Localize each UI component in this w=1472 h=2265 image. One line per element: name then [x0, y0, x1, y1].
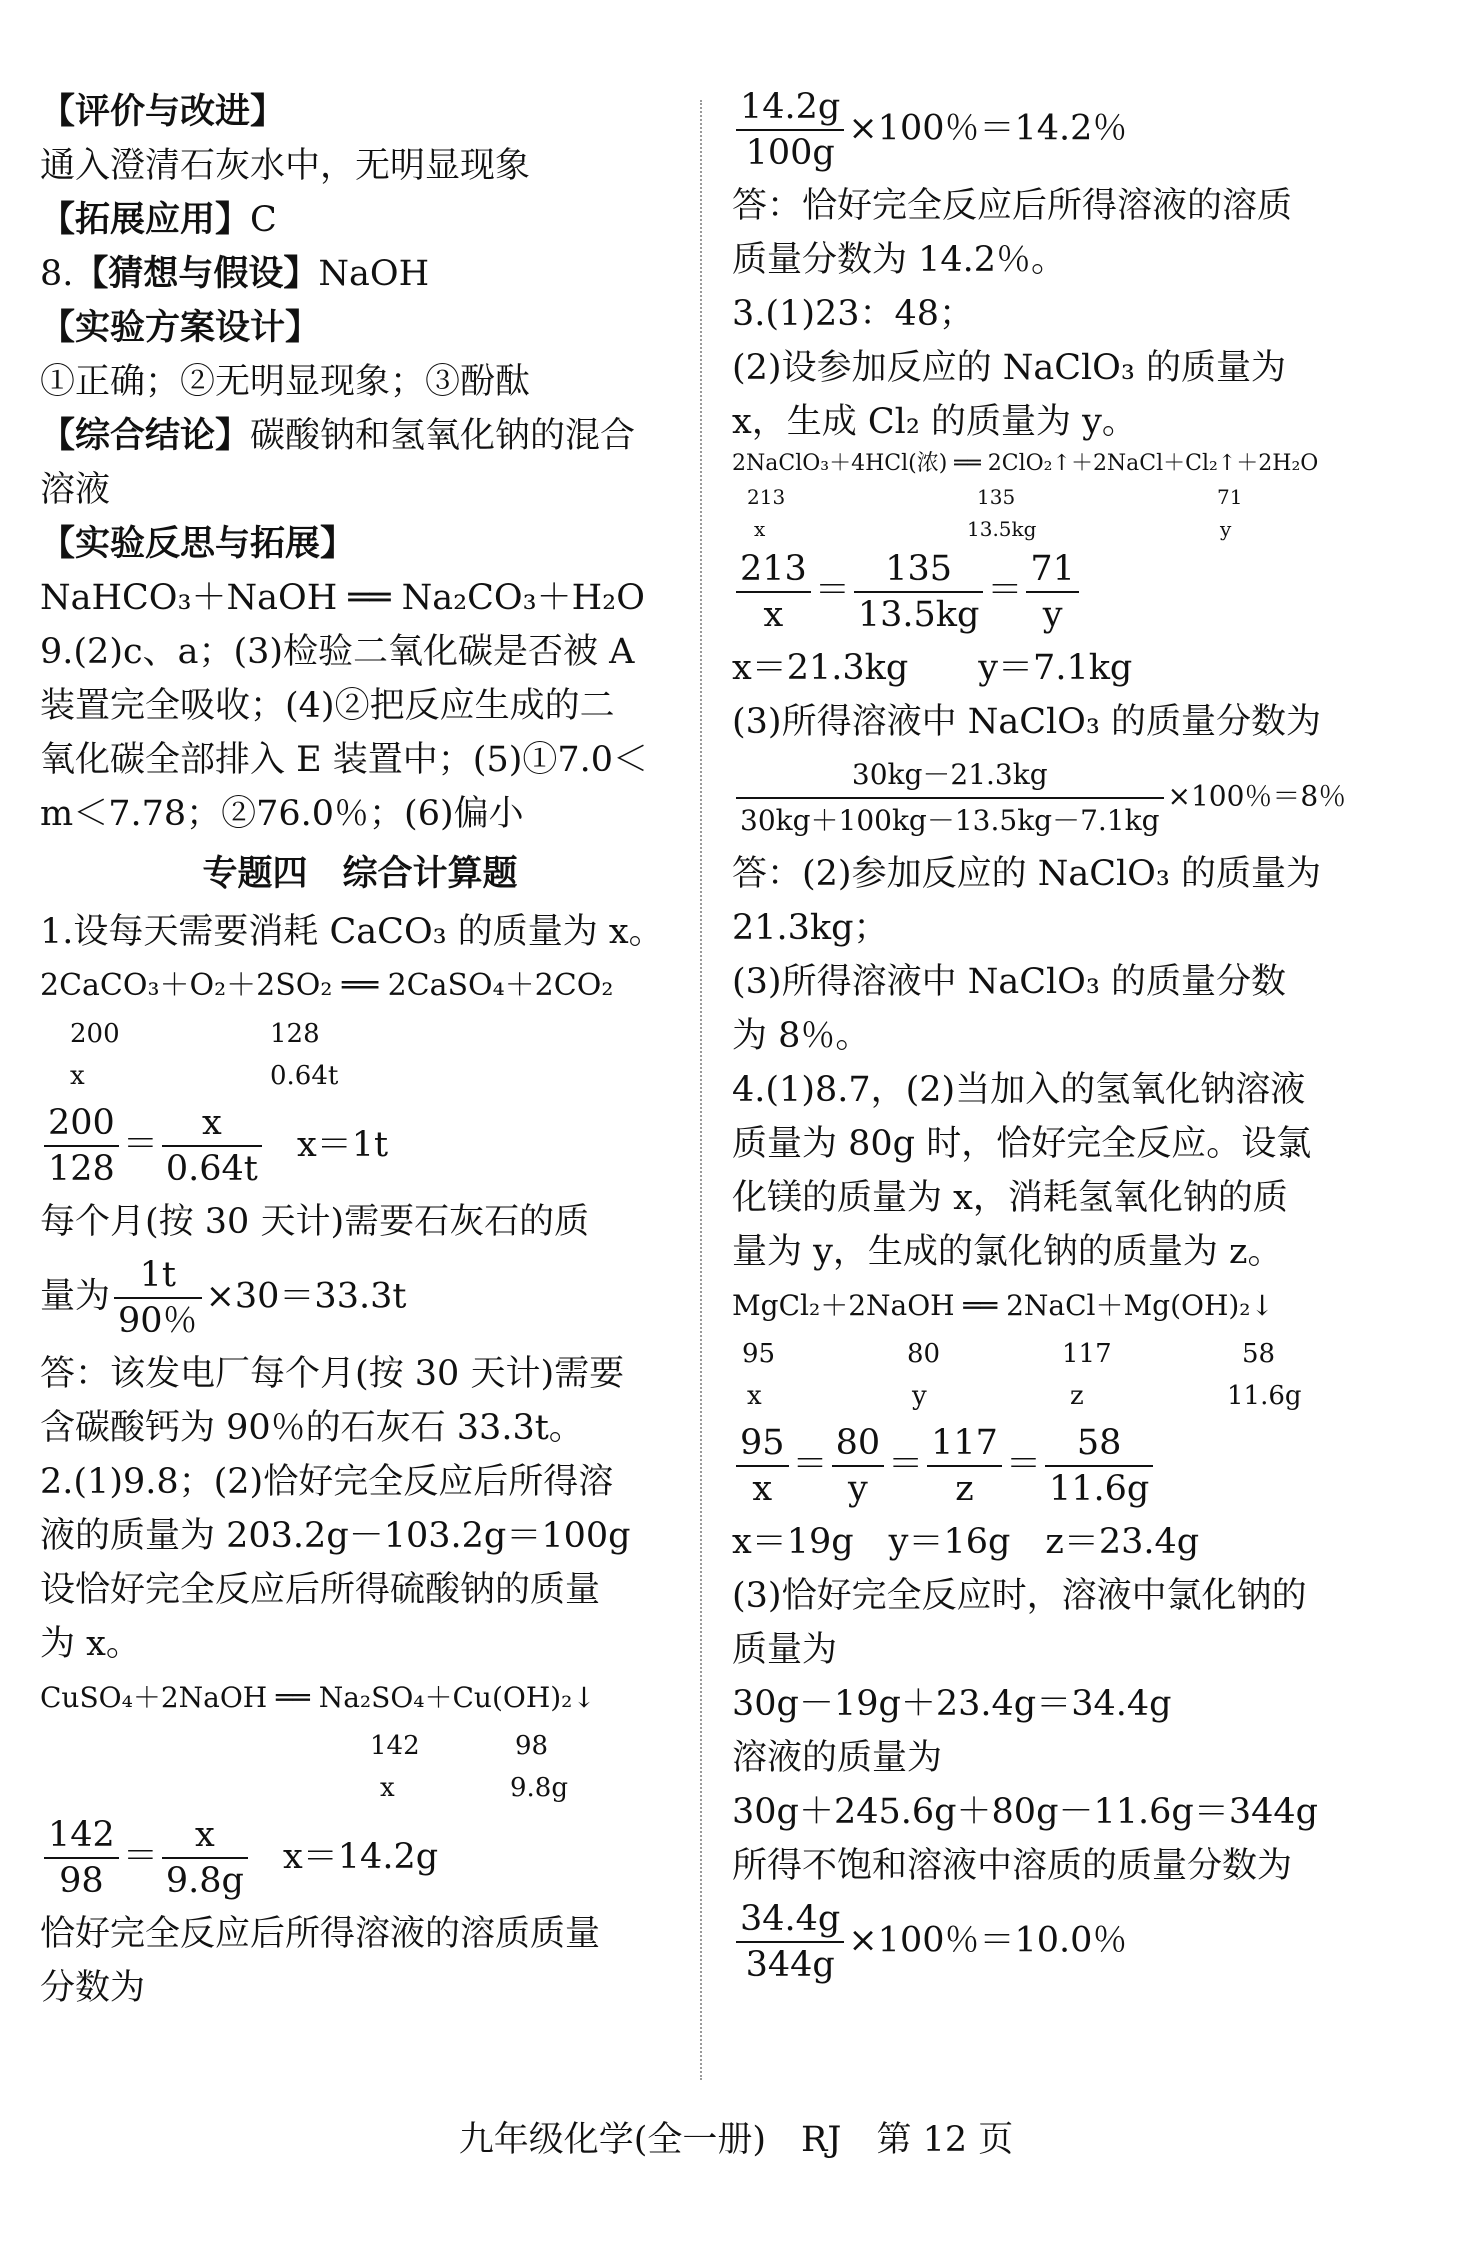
heading-conclusion: 【综合结论】	[40, 416, 251, 456]
text: ×30＝33.3t	[205, 1276, 407, 1317]
text-line: 所得不饱和溶液中溶质的质量分数为	[732, 1846, 1293, 1886]
heading-hypothesis: 【猜想与假设】	[73, 254, 319, 294]
ratio-value: z	[1070, 1381, 1084, 1411]
unknown-row	[40, 1767, 680, 1809]
ratio-value: 11.6g	[1227, 1381, 1302, 1411]
calculation-line: 30g－19g＋23.4g＝34.4g	[732, 1684, 1172, 1724]
fraction: $\frac{80}{y}$	[832, 1421, 885, 1511]
proportion-equation: $\frac{95}{x}$ ＝ $\frac{80}{y}$ ＝ $\frac{117}{z}$ ＝ $\frac{58}{11.6g}$	[732, 1421, 1372, 1511]
text-line: 质量为	[732, 1630, 838, 1670]
text-line: 1.设每天需要消耗 CaCO₃ 的质量为 x。	[40, 912, 664, 952]
fraction: $\frac{142}{98}$	[44, 1813, 119, 1903]
heading-design: 【实验方案设计】	[40, 308, 321, 348]
text: ×100％＝10.0％	[848, 1920, 1128, 1961]
text: ×100％＝8％	[1167, 779, 1347, 813]
text-line: 为 x。	[40, 1624, 141, 1664]
answer-line: 21.3kg；	[732, 908, 889, 948]
text-line: ①正确；②无明显现象；③酚酞	[40, 362, 531, 402]
answer-line: 答：恰好完全反应后所得溶液的溶质	[732, 186, 1293, 226]
chemical-equation: NaHCO₃＋NaOH ══ Na₂CO₃＋H₂O	[40, 578, 645, 618]
ratio-value: x	[70, 1061, 85, 1091]
fraction: $\frac{34.4g}{344g}$	[736, 1897, 844, 1987]
answer-line: 含碳酸钙为 90％的石灰石 33.3t。	[40, 1408, 584, 1448]
unknown-row	[732, 511, 1372, 543]
text-line: 质量为 80g 时，恰好完全反应。设氯	[732, 1124, 1312, 1164]
chemical-equation: CuSO₄＋2NaOH ══ Na₂SO₄＋Cu(OH)₂↓	[40, 1681, 596, 1714]
fraction: $\frac{1t}{90\%}$	[114, 1253, 202, 1343]
text-line	[40, 247, 680, 301]
text-line: 9.(2)c、a；(3)检验二氧化碳是否被 A	[40, 632, 635, 672]
text: 量为	[40, 1276, 111, 1317]
ratio-value: y	[912, 1381, 927, 1411]
chemical-equation: 2NaClO₃＋4HCl(浓) ══ 2ClO₂↑＋2NaCl＋Cl₂↑＋2H₂O	[732, 451, 1319, 476]
question-number: 8.	[40, 254, 74, 294]
text-line: 每个月(按 30 天计)需要石灰石的质	[40, 1202, 590, 1242]
fraction: $\frac{30kg-21.3kg}{30kg+100kg-13.5kg-7.1kg}$	[736, 753, 1164, 843]
text-line: 氧化碳全部排入 E 装置中；(5)①7.0＜	[40, 740, 649, 780]
answer-line: 质量分数为 14.2％。	[732, 240, 1067, 280]
answer-line: 为 8％。	[732, 1016, 871, 1056]
page-footer: 九年级化学(全一册) RJ 第 12 页	[458, 2120, 1014, 2160]
column-divider	[700, 100, 702, 2080]
answer-value: NaOH	[318, 254, 430, 294]
text-line: 量为 y，生成的氯化钠的质量为 z。	[732, 1232, 1283, 1272]
calculation-line	[40, 1253, 680, 1343]
proportion-equation: $\frac{200}{128}$ ＝ $\frac{x}{0.64t}$ x＝1t	[40, 1101, 680, 1191]
ratio-value: 95	[742, 1339, 776, 1369]
text-line: 4.(1)8.7，(2)当加入的氢氧化钠溶液	[732, 1070, 1306, 1110]
ratio-value: 80	[907, 1339, 941, 1369]
mass-ratio-row	[40, 1725, 680, 1767]
text-line: x，生成 Cl₂ 的质量为 y。	[732, 402, 1137, 442]
ratio-value: 13.5kg	[967, 517, 1037, 541]
fraction: $\frac{135}{13.5kg}$	[854, 547, 984, 637]
ratio-value: 98	[515, 1731, 549, 1761]
section-title: 专题四 综合计算题	[202, 854, 518, 894]
answer-value: 碳酸钠和氢氧化钠的混合	[250, 416, 636, 456]
chemical-equation: 2CaCO₃＋O₂＋2SO₂ ══ 2CaSO₄＋2CO₂	[40, 968, 614, 1003]
heading-evaluation: 【评价与改进】	[40, 92, 286, 132]
calculation-line: 30g＋245.6g＋80g－11.6g＝344g	[732, 1792, 1319, 1832]
ratio-value: x	[380, 1773, 395, 1803]
ratio-value: 135	[977, 485, 1016, 509]
mass-ratio-row	[40, 1013, 680, 1055]
proportion-equation: $\frac{213}{x}$ ＝ $\frac{135}{13.5kg}$ ＝ $\frac{71}{y}$	[732, 547, 1372, 637]
fraction: $\frac{95}{x}$	[736, 1421, 789, 1511]
ratio-value: 213	[747, 485, 786, 509]
text-line: 2.(1)9.8；(2)恰好完全反应后所得溶	[40, 1462, 614, 1502]
result: x＝1t	[296, 1124, 389, 1165]
ratio-value: 142	[370, 1731, 420, 1761]
answer-line: 答：(2)参加反应的 NaClO₃ 的质量为	[732, 854, 1322, 894]
heading-extension: 【拓展应用】	[40, 200, 251, 240]
calculation-line	[732, 85, 1372, 175]
fraction: $\frac{x}{9.8g}$	[162, 1813, 248, 1903]
fraction: $\frac{213}{x}$	[736, 547, 811, 637]
text-line: m＜7.78；②76.0％；(6)偏小	[40, 794, 524, 834]
ratio-value: x	[754, 517, 766, 541]
text-line: 3.(1)23：48；	[732, 294, 975, 334]
heading-reflection: 【实验反思与拓展】	[40, 524, 356, 564]
left-column	[40, 85, 680, 2015]
ratio-value: 200	[70, 1019, 120, 1049]
text-line: 化镁的质量为 x，消耗氢氧化钠的质	[732, 1178, 1288, 1218]
text-line: 装置完全吸收；(4)②把反应生成的二	[40, 686, 615, 726]
unknown-row	[40, 1055, 680, 1097]
fraction: $\frac{200}{128}$	[44, 1101, 119, 1191]
text-line: (2)设参加反应的 NaClO₃ 的质量为	[732, 348, 1287, 388]
text-line: 恰好完全反应后所得溶液的溶质质量	[40, 1914, 601, 1954]
mass-ratio-row	[732, 479, 1372, 511]
answer-value: C	[250, 200, 277, 240]
text-line: 设恰好完全反应后所得硫酸钠的质量	[40, 1570, 601, 1610]
text-line: (3)所得溶液中 NaClO₃ 的质量分数为	[732, 702, 1322, 742]
fraction: $\frac{14.2g}{100g}$	[736, 85, 844, 175]
ratio-value: 117	[1062, 1339, 1112, 1369]
fraction: $\frac{71}{y}$	[1026, 547, 1079, 637]
proportion-equation: $\frac{142}{98}$ ＝ $\frac{x}{9.8g}$ x＝14.2g	[40, 1813, 680, 1903]
text-line: 分数为	[40, 1968, 146, 2008]
text-line	[40, 193, 680, 247]
right-column	[732, 85, 1372, 1991]
fraction: $\frac{58}{11.6g}$	[1045, 1421, 1153, 1511]
ratio-value: 128	[270, 1019, 320, 1049]
fraction: $\frac{x}{0.64t}$	[162, 1101, 262, 1191]
answer-line: (3)所得溶液中 NaClO₃ 的质量分数	[732, 962, 1287, 1002]
calculation-line	[732, 1897, 1372, 1987]
result: x＝19g y＝16g z＝23.4g	[732, 1522, 1200, 1562]
text-line: 通入澄清石灰水中，无明显现象	[40, 146, 531, 186]
ratio-value: x	[747, 1381, 762, 1411]
ratio-value: 58	[1242, 1339, 1276, 1369]
calculation-line	[732, 753, 1372, 843]
text: ×100％＝14.2％	[848, 108, 1128, 149]
ratio-value: 9.8g	[510, 1773, 568, 1803]
result: x＝14.2g	[283, 1836, 439, 1877]
text-line: 溶液的质量为	[732, 1738, 943, 1778]
text-line: 液的质量为 203.2g－103.2g＝100g	[40, 1516, 631, 1556]
ratio-value: y	[1220, 517, 1232, 541]
text-line: (3)恰好完全反应时，溶液中氯化钠的	[732, 1576, 1307, 1616]
ratio-value: 0.64t	[270, 1061, 339, 1091]
text-line	[40, 409, 680, 463]
answer-line: 答：该发电厂每个月(按 30 天计)需要	[40, 1354, 625, 1394]
ratio-value: 71	[1217, 485, 1243, 509]
fraction: $\frac{117}{z}$	[927, 1421, 1002, 1511]
result: x＝21.3kg y＝7.1kg	[732, 648, 1133, 688]
unknown-row	[732, 1375, 1372, 1417]
mass-ratio-row	[732, 1333, 1372, 1375]
text-line: 溶液	[40, 470, 111, 510]
chemical-equation: MgCl₂＋2NaOH ══ 2NaCl＋Mg(OH)₂↓	[732, 1289, 1274, 1322]
